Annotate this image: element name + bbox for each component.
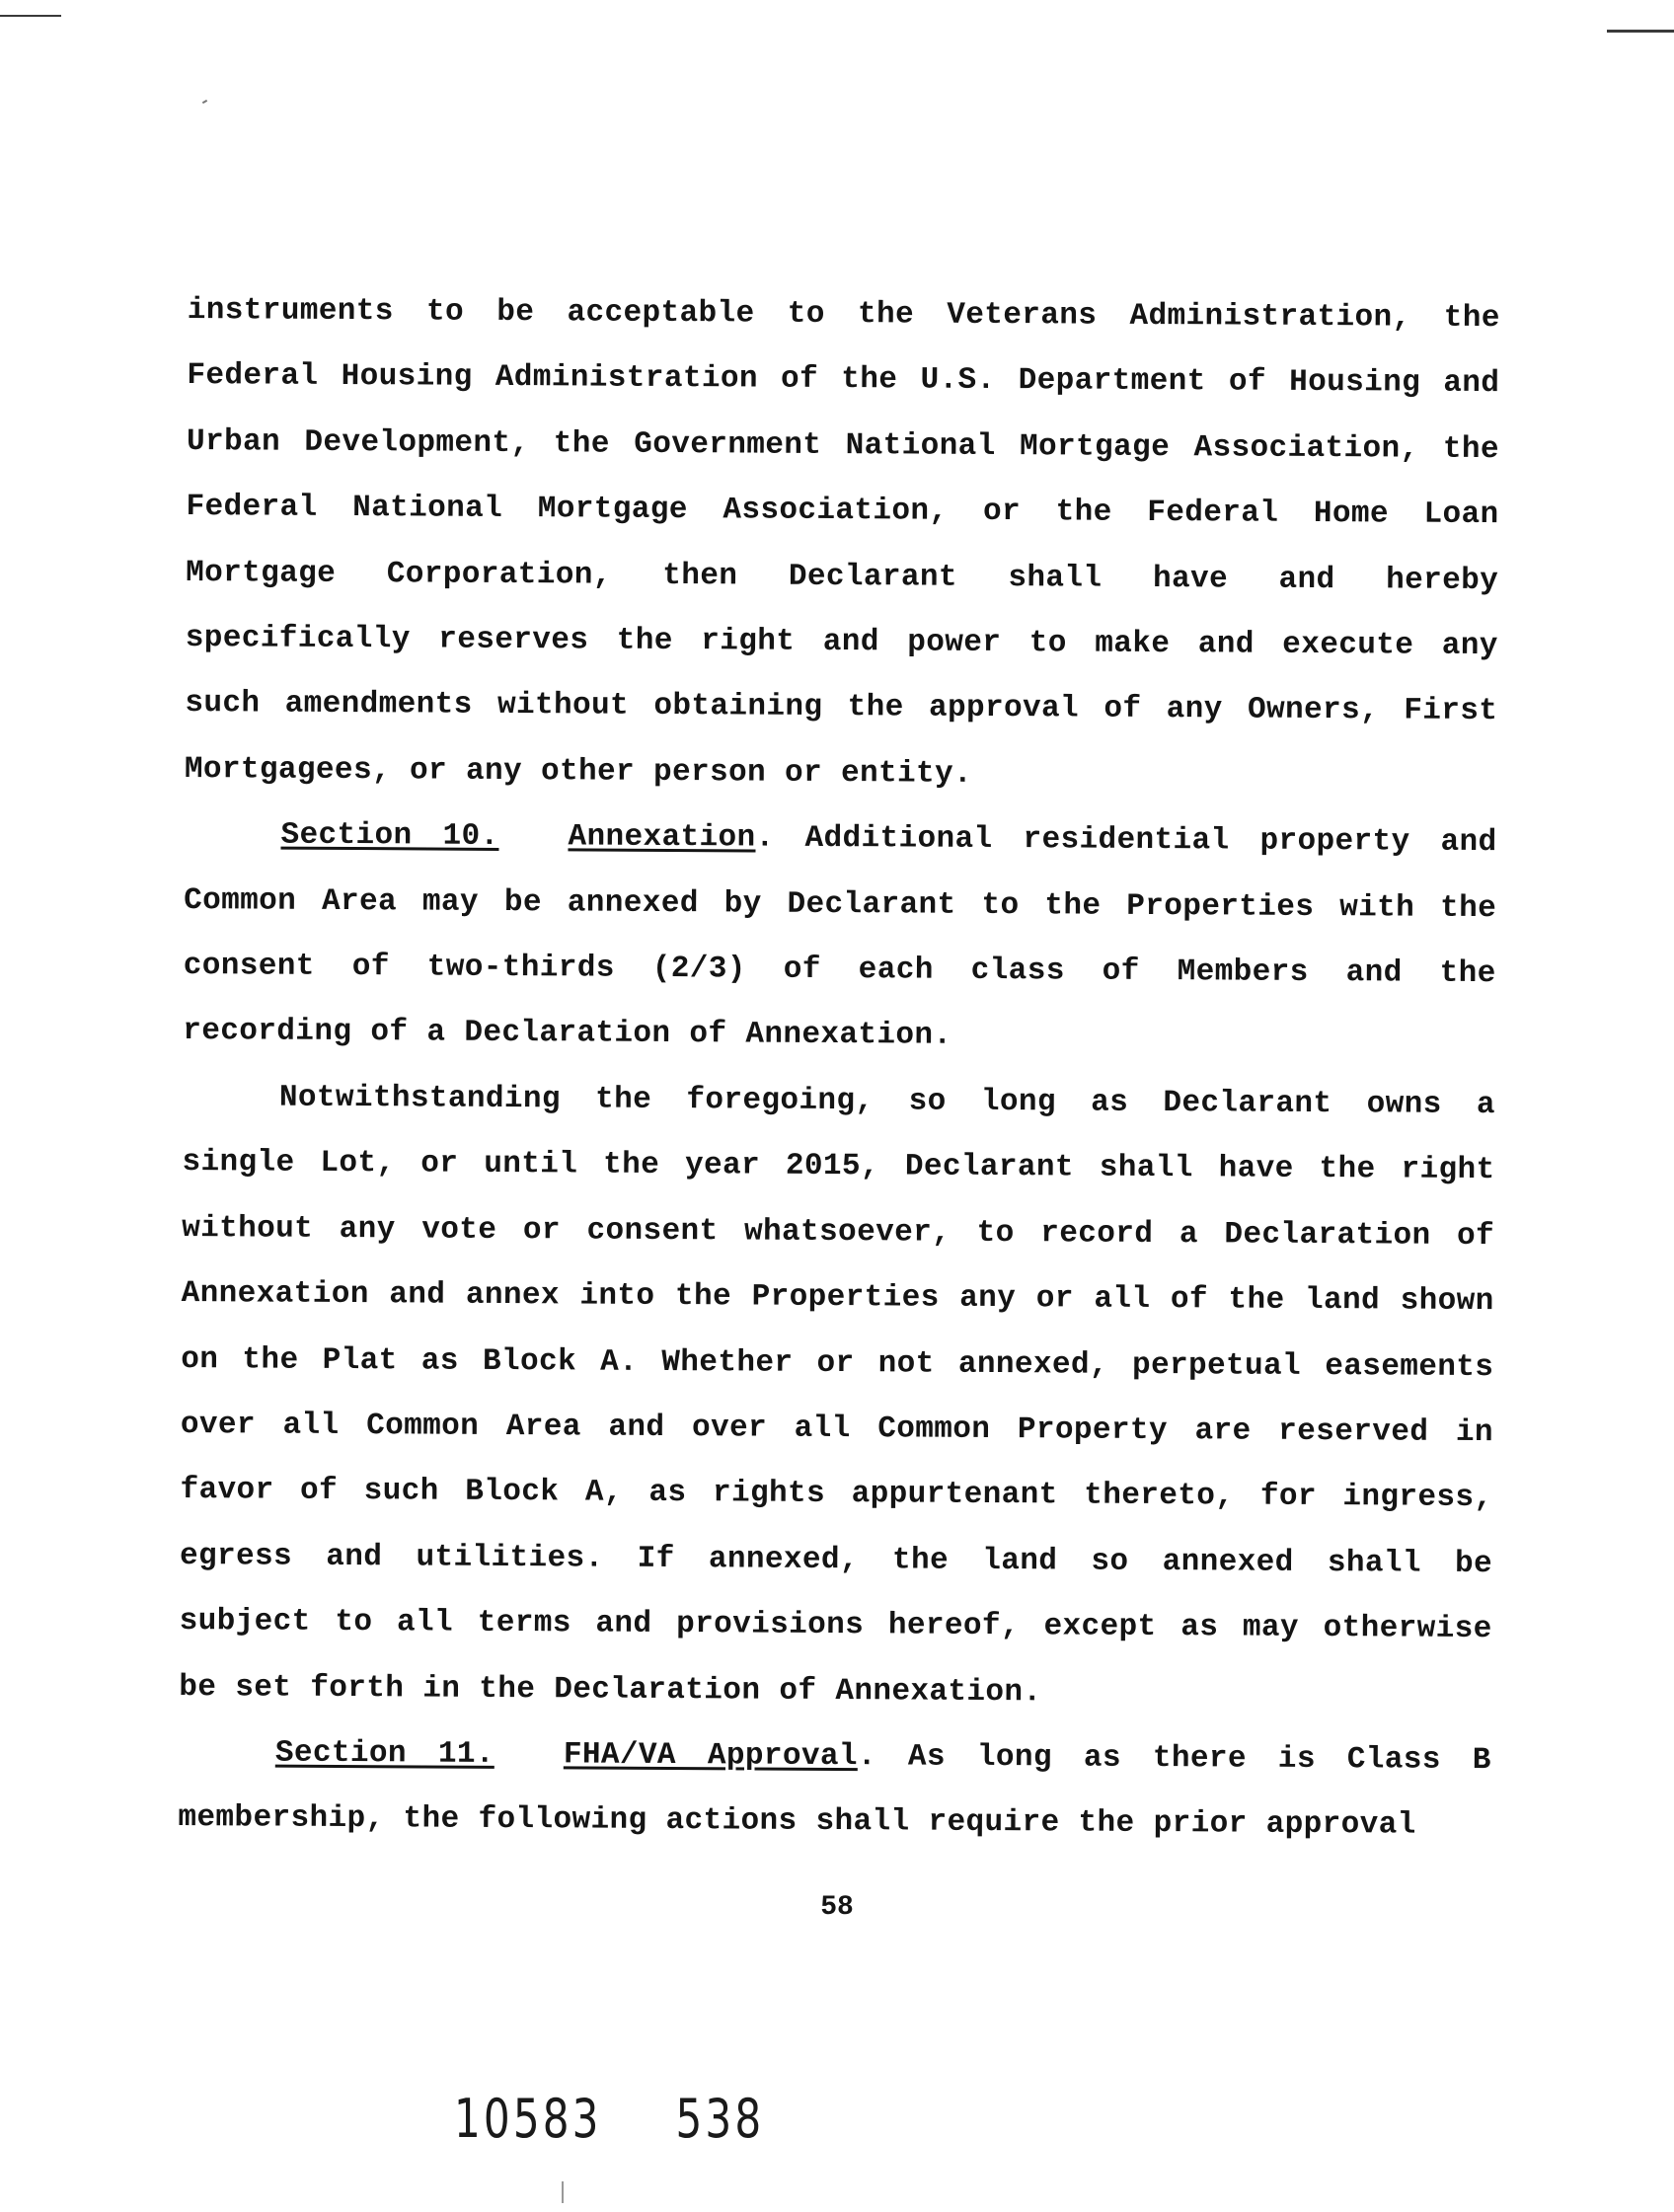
recording-book-reference <box>454 2088 764 2150</box>
scan-artifact-top-left <box>0 15 61 17</box>
section-10-text: . Additional residential property and Common Area may be annexed by Declarant to the Properties with the consent of two-thirds (2/3) of each class of Members and the recording of a Declaration of Annexation. <box>183 820 1497 1054</box>
page-number: 58 <box>820 1892 854 1923</box>
section-11-label: Section 11. <box>274 1735 495 1772</box>
body-text <box>178 278 1500 1860</box>
paragraph-notwithstanding: Notwithstanding the foregoing, so long as Declarant owns a single Lot, or until the year 2015, Declarant shall have the right without any vote or consent whatsoever, to record a Declaration of Annexation and annex into the Properties any or all of the land shown on the Plat as Block A. Whether or not annexed, perpetual easements over all Common Area and over all Common Property are reserved in favor of such Block A, as rights appurtenant thereto, for ingress, egress and utilities. If annexed, the land so annexed shall be subject to all terms and provisions hereof, except as may otherwise be set forth in the Declaration of Annexation. <box>179 1080 1496 1710</box>
book-number: 10583 <box>454 2088 602 2150</box>
section-10-paragraph <box>183 802 1497 1073</box>
scan-artifact-bottom <box>562 2181 564 2203</box>
book-page: 538 <box>675 2088 765 2150</box>
section-11-text: . As long as there is Class B membership, the following actions shall require the prior approval <box>178 1739 1491 1843</box>
section-10-label: Section 10. <box>280 817 499 855</box>
section-10-title: Annexation <box>568 819 756 856</box>
section-11-paragraph <box>178 1720 1491 1860</box>
paragraph-amendments: instruments to be acceptable to the Veterans Administration, the Federal Housing Administration of the U.S. Department of Housing and Urban Development, the Government National Mortgage Association, the Federal National Mortgage Association, or the Federal Home Loan Mortgage Corporation, then Declarant shall have and hereby specifically reserves the right and power to make and execute any such amendments without obtaining the approval of any Owners, First Mortgagees, or any other person or entity. <box>184 292 1500 792</box>
section-11-title: FHA/VA Approval <box>563 1737 859 1775</box>
scan-artifact-top-right <box>1607 30 1674 33</box>
scan-artifact-speck <box>202 100 207 104</box>
